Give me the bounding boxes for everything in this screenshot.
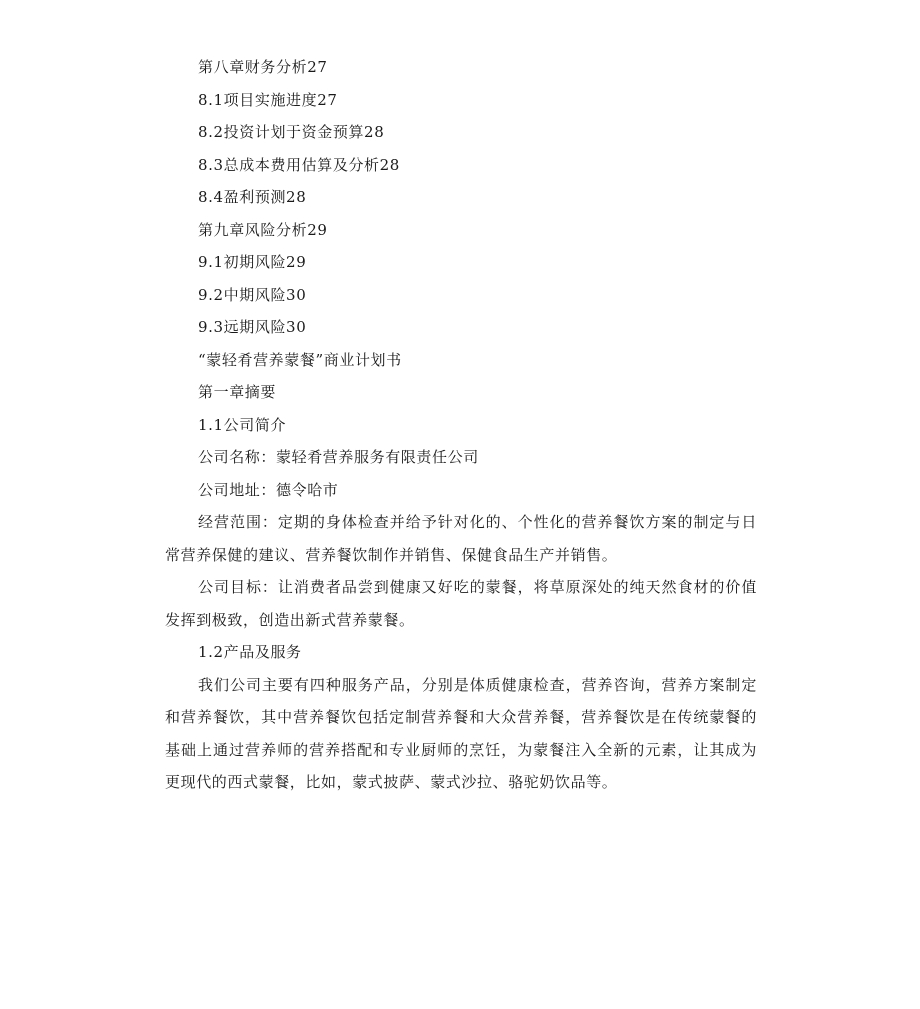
document-title: “蒙轻肴营养蒙餐”商业计划书 [198, 350, 402, 369]
toc-entry-chapter-8: 第八章财务分析27 [198, 58, 328, 76]
toc-entry-8-4: 8.4盈利预测28 [198, 188, 307, 206]
toc-entry-9-2: 9.2中期风险30 [198, 285, 307, 304]
company-address: 公司地址：德令哈市 [198, 480, 339, 499]
section-1-1-heading: 1.1公司简介 [198, 415, 287, 434]
toc-entry-8-2: 8.2投资计划于资金预算28 [198, 123, 385, 141]
document-body [165, 51, 757, 799]
toc-entry-8-3: 8.3总成本费用估算及分析28 [198, 155, 400, 174]
toc-entry-9-1: 9.1初期风险29 [198, 253, 307, 271]
chapter-1-heading: 第一章摘要 [198, 383, 277, 401]
toc-entry-8-1: 8.1项目实施进度27 [198, 90, 338, 109]
toc-entry-chapter-9: 第九章风险分析29 [198, 220, 328, 239]
section-1-2-heading: 1.2产品及服务 [198, 643, 302, 661]
company-name: 公司名称：蒙轻肴营养服务有限责任公司 [198, 448, 479, 466]
toc-entry-9-3: 9.3远期风险30 [198, 318, 307, 336]
business-scope-paragraph: 经营范围：定期的身体检查并给予针对化的、个性化的营养餐饮方案的制定与日常营养保健的建议、营养餐饮制作并销售、保健食品生产并销售。 [165, 513, 757, 564]
company-goal-paragraph: 公司目标：让消费者品尝到健康又好吃的蒙餐，将草原深处的纯天然食材的价值发挥到极致，创造出新式营养蒙餐。 [165, 578, 757, 629]
products-paragraph: 我们公司主要有四种服务产品，分别是体质健康检查，营养咨询，营养方案制定和营养餐饮，其中营养餐饮包括定制营养餐和大众营养餐，营养餐饮是在传统蒙餐的基础上通过营养师的营养搭配和专业厨师的烹饪，为蒙餐注入全新的元素，让其成为更现代的西式蒙餐，比如，蒙式披萨、蒙式沙拉、骆驼奶饮品等。 [165, 675, 757, 791]
